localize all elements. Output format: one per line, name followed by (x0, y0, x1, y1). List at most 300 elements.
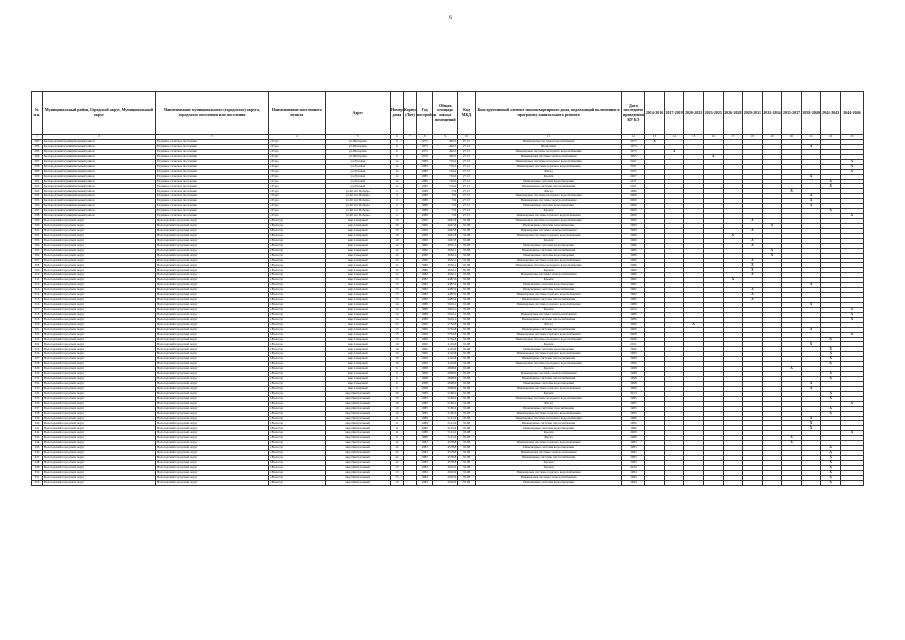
cell-pl: 719 (433, 204, 458, 209)
cell-god: 1985 (416, 184, 432, 189)
column-number: 14 (664, 135, 684, 140)
cell-po: Вологодский городской округ (155, 406, 268, 411)
cell-mr: Белгородский муниципальный район (42, 214, 155, 219)
cell-ke: Кровля (475, 238, 622, 243)
column-number: 5 (325, 135, 390, 140)
cell-po: Вологодский городской округ (155, 372, 268, 377)
period-cell: X (782, 189, 802, 194)
cell-ke: Инженерные системы горячего водоснабжения (475, 302, 622, 307)
cell-pl: 2647,8 (433, 219, 458, 224)
cell-kod: 35.08 (458, 396, 475, 401)
cell-adr: мкр.Северный (325, 243, 390, 248)
cell-np: с.Ездо (269, 179, 326, 184)
cell-mr: Белгородский муниципальный район (42, 140, 155, 145)
period-cell: X (821, 456, 841, 461)
cell-god: 1989 (416, 312, 432, 317)
cell-po: Ездоцкое сельское поселение (155, 159, 268, 164)
cell-dom: 13 (390, 293, 403, 298)
cell-ke: Инженерные системы холодного водоснабжения (475, 159, 622, 164)
column-number: 6 (390, 135, 403, 140)
cell-god: 1998 (416, 386, 432, 391)
cell-ke: Инженерные системы холодного водоснабжения (475, 149, 622, 154)
cell-god: 1990 (416, 357, 432, 362)
column-header: Дата последнего проведения КР КЭ (622, 92, 645, 135)
cell-n: 340 (32, 421, 43, 426)
cell-mr: Вологодский городской округ (42, 233, 155, 238)
cell-god: 1984 (416, 480, 432, 485)
cell-dom: 13 (390, 278, 403, 283)
cell-ke: Инженерные системы холодного водоснабжения (475, 337, 622, 342)
cell-dom: 13 (390, 470, 403, 475)
cell-np: г.Вологда (269, 312, 326, 317)
cell-ke: Инженерные системы водоотведения (475, 381, 622, 386)
cell-kod: 35.08 (458, 377, 475, 382)
period-cell: X (801, 381, 821, 386)
period-cell: X (821, 470, 841, 475)
period-cell: X (782, 436, 802, 441)
cell-n: 284 (32, 144, 43, 149)
cell-god: 1985 (416, 169, 432, 174)
cell-mr: Вологодский городской округ (42, 377, 155, 382)
cell-np: г.Вологда (269, 243, 326, 248)
cell-n: 320 (32, 322, 43, 327)
cell-dt: 1998 (622, 367, 645, 372)
cell-mr: Вологодский городской округ (42, 312, 155, 317)
cell-n: 298 (32, 214, 43, 219)
cell-n: 352 (32, 480, 43, 485)
period-cell: X (743, 293, 763, 298)
cell-pl: 4487,6 (433, 288, 458, 293)
cell-kod: 35.08 (458, 223, 475, 228)
cell-ke: Инженерные системы водоотведения (475, 426, 622, 431)
cell-dt: 1983 (622, 441, 645, 446)
cell-n: 338 (32, 411, 43, 416)
cell-np: г.Вологда (269, 431, 326, 436)
cell-pl: 4578,8 (433, 441, 458, 446)
cell-dom: 13 (390, 298, 403, 303)
cell-mr: Вологодский городской округ (42, 480, 155, 485)
cell-god: 1989 (416, 436, 432, 441)
cell-god: 1989 (416, 431, 432, 436)
cell-god: 1989 (416, 421, 432, 426)
cell-kod: 35.08 (458, 460, 475, 465)
cell-ke: Инженерные системы водоотведения (475, 480, 622, 485)
period-cell: X (743, 258, 763, 263)
cell-po: Вологодский городской округ (155, 426, 268, 431)
cell-mr: Вологодский городской округ (42, 396, 155, 401)
cell-np: г.Вологда (269, 233, 326, 238)
cell-god: 1998 (416, 372, 432, 377)
cell-n: 293 (32, 189, 43, 194)
cell-ke: Кровля (475, 465, 622, 470)
cell-n: 342 (32, 431, 43, 436)
cell-po: Вологодский городской округ (155, 322, 268, 327)
cell-po: Ездоцкое сельское поселение (155, 199, 268, 204)
cell-adr: мкр.Северный (325, 273, 390, 278)
cell-po: Вологодский городской округ (155, 367, 268, 372)
cell-dom: 1а (390, 159, 403, 164)
cell-dom: 11 (390, 421, 403, 426)
column-header: Муниципальный район, Городской округ, Муниципальный округ (42, 92, 155, 135)
cell-dom: 1а (390, 169, 403, 174)
period-cell: X (664, 149, 684, 154)
cell-mr: Вологодский городской округ (42, 293, 155, 298)
cell-god: 1990 (416, 238, 432, 243)
cell-mr: Белгородский муниципальный район (42, 204, 155, 209)
cell-god: 1990 (416, 332, 432, 337)
column-header: 2038-2040 (801, 92, 821, 135)
cell-dom: 1а (390, 164, 403, 169)
cell-pl: 4578,8 (433, 460, 458, 465)
cell-god: 1982 (416, 293, 432, 298)
cell-pl: 5732,8 (433, 337, 458, 342)
cell-n: 305 (32, 248, 43, 253)
cell-god: 1984 (416, 465, 432, 470)
cell-np: с.Ездо (269, 144, 326, 149)
cell-dt: 1983 (622, 451, 645, 456)
cell-dt: 1982 (622, 283, 645, 288)
cell-god: 1983 (416, 460, 432, 465)
cell-adr: мкр.Северный (325, 357, 390, 362)
cell-pl: 4487,6 (433, 278, 458, 283)
cell-god: 1989 (416, 214, 432, 219)
cell-ke: Инженерные системы водоотведения (475, 283, 622, 288)
cell-po: Вологодский городской округ (155, 401, 268, 406)
cell-god: 1985 (416, 396, 432, 401)
cell-po: Ездоцкое сельское поселение (155, 179, 268, 184)
cell-po: Вологодский городской округ (155, 298, 268, 303)
cell-dt: 2009 (622, 204, 645, 209)
cell-dt: 1986 (622, 273, 645, 278)
cell-np: с.Ездо (269, 214, 326, 219)
period-cell: X (801, 174, 821, 179)
cell-n: 294 (32, 194, 43, 199)
column-header: 2041-2043 (821, 92, 841, 135)
cell-ke: Инженерные системы теплоснабжения (475, 456, 622, 461)
cell-np: г.Вологда (269, 421, 326, 426)
cell-ke: Инженерные системы теплоснабжения (475, 248, 622, 253)
cell-adr: ул.Луговая (325, 184, 390, 189)
cell-dt: 2010 (622, 465, 645, 470)
cell-pl: 5121,6 (433, 416, 458, 421)
cell-pl: 2828,6 (433, 386, 458, 391)
cell-god: 1983 (416, 456, 432, 461)
cell-po: Вологодский городской округ (155, 307, 268, 312)
period-cell: X (743, 228, 763, 233)
column-number: 21 (801, 135, 821, 140)
cell-n: 307 (32, 258, 43, 263)
cell-kod: 35.08 (458, 307, 475, 312)
cell-pl: 716,0 (433, 184, 458, 189)
cell-dt: 1986 (622, 243, 645, 248)
cell-kod: 35.08 (458, 228, 475, 233)
cell-dom: 13 (390, 475, 403, 480)
cell-ke: Инженерные системы горячего водоснабжения (475, 352, 622, 357)
cell-ke: Инженерные системы водоотведения (475, 253, 622, 258)
cell-pl: 4487,6 (433, 283, 458, 288)
cell-ke: Инженерные системы электроснабжения (475, 154, 622, 159)
cell-np: г.Вологда (269, 352, 326, 357)
cell-god: 1989 (416, 204, 432, 209)
cell-dom: 10 (390, 396, 403, 401)
cell-np: г.Вологда (269, 456, 326, 461)
cell-dom: 6 (390, 381, 403, 386)
period-cell: X (821, 391, 841, 396)
period-cell (684, 480, 704, 485)
cell-god: 1998 (416, 377, 432, 382)
cell-po: Вологодский городской округ (155, 456, 268, 461)
cell-pl: 719 (433, 194, 458, 199)
cell-dom: 6 (390, 377, 403, 382)
cell-god: 1989 (416, 189, 432, 194)
cell-dt: 1990 (622, 223, 645, 228)
period-cell: X (821, 362, 841, 367)
cell-po: Ездоцкое сельское поселение (155, 154, 268, 159)
cell-kod: 35.08 (458, 317, 475, 322)
cell-po: Ездоцкое сельское поселение (155, 149, 268, 154)
cell-np: г.Вологда (269, 480, 326, 485)
cell-n: 317 (32, 307, 43, 312)
cell-kod: 35.08 (458, 426, 475, 431)
cell-dt: 2009 (622, 431, 645, 436)
cell-n: 288 (32, 164, 43, 169)
cell-dt: 1986 (622, 253, 645, 258)
cell-mr: Белгородский муниципальный район (42, 189, 155, 194)
cell-dom: 13 (390, 465, 403, 470)
cell-n: 283 (32, 140, 43, 145)
cell-kod: 27.15 (458, 189, 475, 194)
cell-god: 1998 (416, 381, 432, 386)
cell-po: Ездоцкое сельское поселение (155, 204, 268, 209)
cell-dt: 1990 (622, 322, 645, 327)
cell-ke: Инженерные системы горячего водоснабжения (475, 332, 622, 337)
cell-god: 1986 (416, 268, 432, 273)
cell-ke: Кровля (475, 209, 622, 214)
cell-pl: 4578,8 (433, 451, 458, 456)
cell-mr: Вологодский городской округ (42, 317, 155, 322)
period-cell: X (821, 451, 841, 456)
column-number: 11 (475, 135, 622, 140)
cell-god: 1990 (416, 219, 432, 224)
cell-dom: 6 (390, 386, 403, 391)
cell-dt: 2011 (622, 342, 645, 347)
cell-adr: ул.Луговая (325, 159, 390, 164)
cell-god: 1986 (416, 248, 432, 253)
cell-mr: Белгородский муниципальный район (42, 199, 155, 204)
cell-po: Вологодский городской округ (155, 278, 268, 283)
cell-mr: Вологодский городской округ (42, 357, 155, 362)
cell-po: Вологодский городской округ (155, 228, 268, 233)
cell-ke: Фундамент (475, 144, 622, 149)
cell-kod: 35.08 (458, 337, 475, 342)
cell-korpus (403, 480, 416, 485)
cell-god: 1982 (416, 278, 432, 283)
cell-ke: Инженерные системы водоотведения (475, 446, 622, 451)
cell-pl: 5121,6 (433, 431, 458, 436)
column-number: 22 (821, 135, 841, 140)
column-number: 2 (42, 135, 155, 140)
column-number: 17 (723, 135, 743, 140)
cell-po: Ездоцкое сельское поселение (155, 209, 268, 214)
cell-n: 315 (32, 298, 43, 303)
cell-po: Вологодский городской округ (155, 381, 268, 386)
cell-np: г.Вологда (269, 460, 326, 465)
cell-adr: мкр.Северный (325, 293, 390, 298)
cell-n: 304 (32, 243, 43, 248)
cell-dom: 12 (390, 446, 403, 451)
cell-dom: 2 (390, 214, 403, 219)
cell-np: г.Вологда (269, 381, 326, 386)
cell-np: с.Ездо (269, 209, 326, 214)
cell-n: 335 (32, 396, 43, 401)
cell-mr: Вологодский городской округ (42, 268, 155, 273)
cell-dt: 1984 (622, 480, 645, 485)
cell-dt: 1986 (622, 258, 645, 263)
cell-kod: 35.08 (458, 470, 475, 475)
cell-np: г.Вологда (269, 268, 326, 273)
cell-pl: 3932,1 (433, 253, 458, 258)
cell-dt: 1990 (622, 327, 645, 332)
cell-n: 319 (32, 317, 43, 322)
cell-np: г.Вологда (269, 367, 326, 372)
cell-pl: 5916,1 (433, 312, 458, 317)
cell-kod: 27.15 (458, 149, 475, 154)
period-cell: X (840, 317, 863, 322)
cell-np: г.Вологда (269, 288, 326, 293)
cell-dt: 1989 (622, 416, 645, 421)
cell-dt: 1990 (622, 228, 645, 233)
cell-dt: 1985 (622, 406, 645, 411)
cell-np: г.Вологда (269, 446, 326, 451)
period-cell: X (840, 312, 863, 317)
cell-dom: 10 (390, 228, 403, 233)
cell-adr: мкр.Центральный (325, 416, 390, 421)
period-cell: X (762, 248, 782, 253)
cell-dom: 14 (390, 302, 403, 307)
cell-po: Вологодский городской округ (155, 233, 268, 238)
cell-np: с.Ездо (269, 184, 326, 189)
cell-mr: Вологодский городской округ (42, 411, 155, 416)
cell-kod: 35.08 (458, 357, 475, 362)
cell-dom: 2 (390, 189, 403, 194)
cell-god: 1990 (416, 233, 432, 238)
cell-dt: 1984 (622, 475, 645, 480)
cell-pl: 492,5 (433, 140, 458, 145)
period-cell: X (801, 302, 821, 307)
period-cell: X (743, 238, 763, 243)
period-cell: X (801, 199, 821, 204)
cell-adr: ул.40 лет Победы (325, 214, 390, 219)
cell-kod: 35.08 (458, 342, 475, 347)
cell-dom: 13 (390, 283, 403, 288)
cell-kod: 35.08 (458, 441, 475, 446)
cell-pl: 4487,6 (433, 298, 458, 303)
cell-n: 327 (32, 357, 43, 362)
cell-ke: Инженерные системы теплоснабжения (475, 421, 622, 426)
cell-god: 1985 (416, 401, 432, 406)
cell-dt: 1975 (622, 149, 645, 154)
cell-god: 1990 (416, 342, 432, 347)
column-number: 1 (32, 135, 43, 140)
cell-ke: Кровля (475, 367, 622, 372)
cell-po: Ездоцкое сельское поселение (155, 214, 268, 219)
cell-po: Вологодский городской округ (155, 480, 268, 485)
cell-np: с.Ездо (269, 189, 326, 194)
cell-god: 1983 (416, 451, 432, 456)
cell-adr: мкр.Северный (325, 347, 390, 352)
cell-pl: 2828,6 (433, 372, 458, 377)
cell-pl: 492,5 (433, 149, 458, 154)
cell-mr: Вологодский городской округ (42, 219, 155, 224)
cell-np: г.Вологда (269, 322, 326, 327)
period-cell: X (782, 441, 802, 446)
cell-dom: 16 (390, 347, 403, 352)
cell-god: 1984 (416, 475, 432, 480)
cell-po: Вологодский городской округ (155, 451, 268, 456)
cell-ke: Инженерные системы электроснабжения (475, 228, 622, 233)
cell-dom: 12 (390, 460, 403, 465)
cell-ke: Инженерные системы газоснабжения (475, 288, 622, 293)
cell-pl: 716,0 (433, 159, 458, 164)
period-cell (801, 480, 821, 485)
cell-po: Вологодский городской округ (155, 288, 268, 293)
cell-mr: Белгородский муниципальный район (42, 174, 155, 179)
period-cell: X (743, 263, 763, 268)
cell-np: с.Ездо (269, 149, 326, 154)
cell-ke: Кровля (475, 278, 622, 283)
cell-god: 1989 (416, 426, 432, 431)
cell-kod: 35.08 (458, 233, 475, 238)
cell-dom: 10 (390, 406, 403, 411)
cell-god: 1986 (416, 263, 432, 268)
cell-po: Ездоцкое сельское поселение (155, 189, 268, 194)
cell-pl: 719 (433, 199, 458, 204)
cell-god: 1985 (416, 411, 432, 416)
cell-n: 301 (32, 228, 43, 233)
cell-mr: Вологодский городской округ (42, 228, 155, 233)
cell-po: Вологодский городской округ (155, 446, 268, 451)
cell-ke: Инженерные системы холодного водоснабжения (475, 362, 622, 367)
cell-n: 343 (32, 436, 43, 441)
cell-n: 286 (32, 154, 43, 159)
column-header: 2035-2037 (782, 92, 802, 135)
cell-adr: мкр.Центральный (325, 436, 390, 441)
column-number: 23 (840, 135, 863, 140)
cell-adr: мкр.Центральный (325, 475, 390, 480)
cell-god: 1990 (416, 327, 432, 332)
cell-god: 1990 (416, 362, 432, 367)
cell-adr: мкр.Северный (325, 381, 390, 386)
cell-mr: Вологодский городской округ (42, 367, 155, 372)
cell-adr: ул.Луговая (325, 174, 390, 179)
cell-np: г.Вологда (269, 253, 326, 258)
column-number: 16 (703, 135, 723, 140)
cell-kod: 35.08 (458, 406, 475, 411)
cell-dt: 2012 (622, 307, 645, 312)
period-cell: X (840, 169, 863, 174)
cell-np: г.Вологда (269, 386, 326, 391)
cell-dom: 12 (390, 243, 403, 248)
cell-dt: 1998 (622, 386, 645, 391)
cell-np: с.Ездо (269, 194, 326, 199)
cell-np: с.Ездо (269, 164, 326, 169)
cell-ke: Инженерные системы горячего водоснабжения (475, 441, 622, 446)
cell-kod: 35.08 (458, 381, 475, 386)
cell-dom: 12 (390, 273, 403, 278)
cell-mr: Вологодский городской округ (42, 278, 155, 283)
cell-ke: Инженерные системы теплоснабжения (475, 317, 622, 322)
cell-god: 1990 (416, 347, 432, 352)
